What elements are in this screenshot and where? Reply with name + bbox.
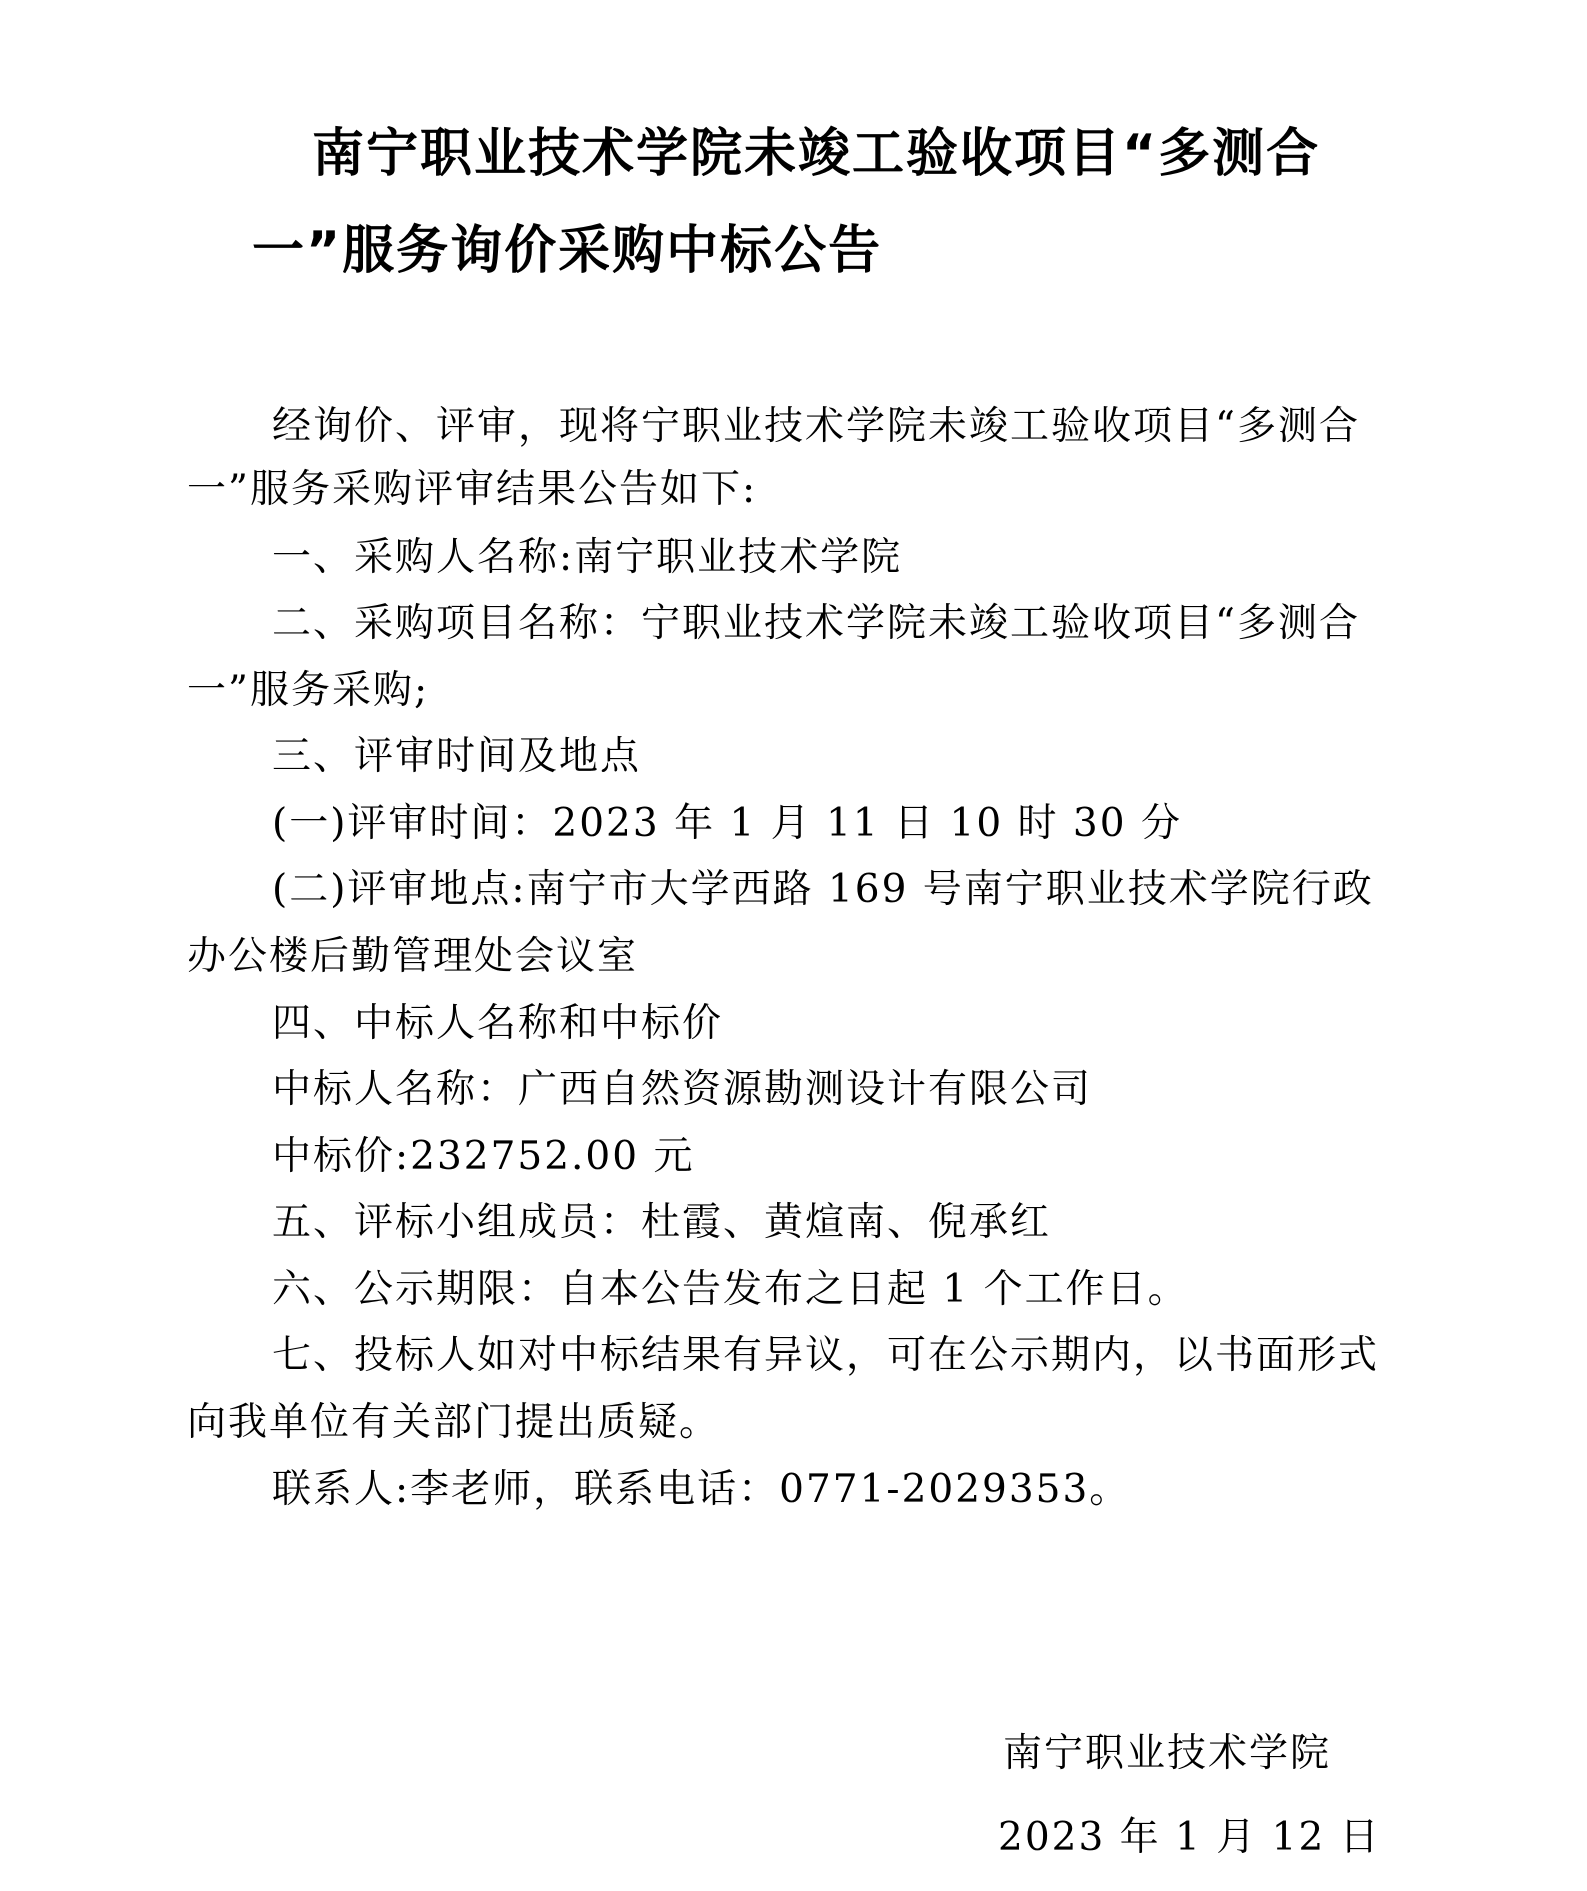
winning-price-line: 中标价:232752.00 元 — [272, 1134, 695, 1179]
signature-org: 南宁职业技术学院 — [1003, 1731, 1332, 1776]
objection-line-1: 七、投标人如对中标结果有异议，可在公示期内，以书面形式 — [272, 1333, 1380, 1378]
contact-line: 联系人:李老师，联系电话：0771-2029353。 — [272, 1467, 1131, 1512]
document-title-line-1: 南宁职业技术学院未竣工验收项目“多测合 — [312, 124, 1321, 184]
review-time-place-heading: 三、评审时间及地点 — [272, 734, 642, 779]
review-time-line: (一)评审时间：2023 年 1 月 11 日 10 时 30 分 — [272, 801, 1182, 846]
winner-heading: 四、中标人名称和中标价 — [272, 1001, 724, 1046]
objection-line-2: 向我单位有关部门提出质疑。 — [187, 1400, 721, 1445]
review-place-line-1: (二)评审地点:南宁市大学西路 169 号南宁职业技术学院行政 — [272, 867, 1374, 912]
intro-line-1: 经询价、评审，现将宁职业技术学院未竣工验收项目“多测合 — [272, 404, 1360, 449]
intro-line-2: 一”服务采购评审结果公告如下: — [187, 467, 758, 512]
review-place-line-2: 办公楼后勤管理处会议室 — [187, 934, 639, 979]
project-name-line-2: 一”服务采购; — [187, 668, 430, 713]
document-title-line-2: 一”服务询价采购中标公告 — [252, 221, 883, 281]
panel-members-line: 五、评标小组成员：杜霞、黄煊南、倪承红 — [272, 1200, 1052, 1245]
project-name-line-1: 二、采购项目名称：宁职业技术学院未竣工验收项目“多测合 — [272, 601, 1360, 646]
winner-name-line: 中标人名称：广西自然资源勘测设计有限公司 — [272, 1067, 1093, 1112]
purchaser-name-line: 一、采购人名称:南宁职业技术学院 — [272, 535, 903, 580]
notice-period-line: 六、公示期限：自本公告发布之日起 1 个工作日。 — [272, 1267, 1189, 1312]
signature-date: 2023 年 1 月 12 日 — [998, 1815, 1381, 1860]
